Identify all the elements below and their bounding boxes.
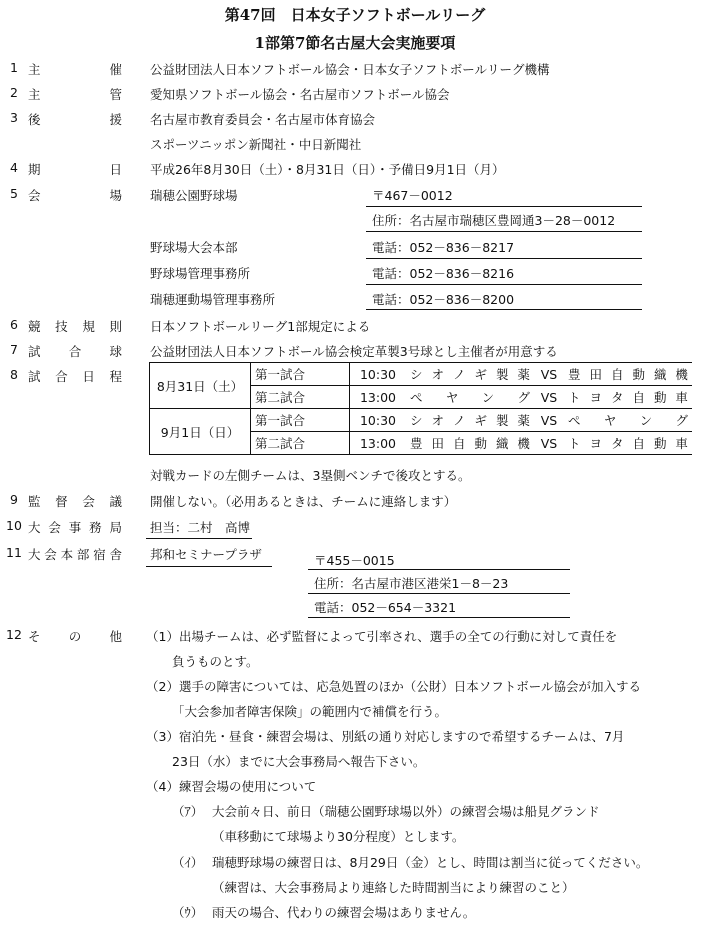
- vs-cell: VS: [534, 363, 564, 386]
- item-label: 期 日: [28, 162, 122, 177]
- schedule-note: 対戦カードの左側チームは、3塁側ベンチで後攻とする。: [150, 468, 471, 483]
- item-number: 6: [10, 317, 18, 332]
- divider: [308, 617, 570, 618]
- time-cell: 10:30: [350, 409, 407, 432]
- home-team: ぺ ヤ ン グ: [406, 386, 534, 409]
- away-team: ぺ ヤ ン グ: [564, 409, 692, 432]
- item-text: 平成26年8月30日（土）・8月31日（日）・予備日9月1日（月）: [150, 162, 505, 177]
- game-cell: 第一試合: [251, 363, 350, 386]
- game-cell: 第二試合: [251, 432, 350, 455]
- hotel-address: 住所：名古屋市港区港栄1－8－23: [314, 576, 509, 591]
- hotel-name: 邦和セミナープラザ: [150, 547, 262, 562]
- item-number: 8: [10, 367, 18, 382]
- time-cell: 13:00: [350, 386, 407, 409]
- table-row: [150, 363, 693, 386]
- note-1: （1）出場チームは、必ず監督によって引率され、選手の全ての行動に対して責任を: [146, 629, 618, 644]
- item-label: 大 会 本 部 宿 舎: [28, 547, 122, 562]
- home-team: シ オ ノ ギ 製 薬: [406, 363, 534, 386]
- subnote-c-mark: （ｳ）: [172, 905, 204, 920]
- subnote-a-cont: （車移動にて球場より30分程度）とします。: [212, 829, 465, 844]
- item-text: 開催しない。（必用あるときは、チームに連絡します）: [150, 494, 457, 509]
- item-number: 1: [10, 60, 18, 75]
- vs-cell: VS: [534, 409, 564, 432]
- divider: [366, 231, 642, 232]
- item-label: 後 援: [28, 112, 122, 127]
- note-2: （2）選手の障害については、応急処置のほか（公財）日本ソフトボール協会が加入する: [146, 679, 641, 694]
- venue-postal: 〒467－0012: [372, 188, 453, 203]
- document-subtitle: 1部第7節名古屋大会実施要項: [254, 34, 456, 52]
- vs-cell: VS: [534, 386, 564, 409]
- venue-name: 瑞穂公園野球場: [150, 188, 238, 203]
- schedule-table: [149, 362, 692, 455]
- item-label: 試 合 日 程: [28, 369, 122, 384]
- game-cell: 第一試合: [251, 409, 350, 432]
- subnote-b: 瑞穂野球場の練習日は、8月29日（金）とし、時間は割当に従ってください。: [212, 855, 649, 870]
- divider: [308, 569, 570, 570]
- venue-office-tel: 電話：052－836－8216: [372, 266, 515, 281]
- hotel-postal: 〒455－0015: [314, 553, 395, 568]
- item-label: 試 合 球: [28, 344, 122, 359]
- item-text: 愛知県ソフトボール協会・名古屋市ソフトボール協会: [150, 87, 450, 102]
- item-number: 2: [10, 85, 18, 100]
- divider: [366, 309, 642, 310]
- subnote-a-mark: （ｱ）: [172, 804, 204, 819]
- subnote-b-mark: （ｲ）: [172, 855, 204, 870]
- item-number: 12: [6, 627, 22, 642]
- divider: [366, 206, 642, 207]
- subnote-a: 大会前々日、前日（瑞穂公園野球場以外）の練習会場は船見グランド: [212, 804, 600, 819]
- away-team: 豊 田 自 動 織 機: [564, 363, 692, 386]
- away-team: ト ヨ タ 自 動 車: [564, 386, 692, 409]
- item-label: 主 催: [28, 62, 122, 77]
- note-3: （3）宿泊先・昼食・練習会場は、別紙の通り対応しますので希望するチームは、7月: [146, 729, 625, 744]
- home-team: シ オ ノ ギ 製 薬: [406, 409, 534, 432]
- item-label: 監 督 会 議: [28, 494, 122, 509]
- venue-office: 野球場管理事務所: [150, 266, 251, 281]
- subnote-b-cont: （練習は、大会事務局より連絡した時間割当により練習のこと）: [212, 880, 575, 895]
- note-2-cont: 「大会参加者障害保険」の範囲内で補償を行う。: [172, 704, 448, 719]
- date-cell: 8月31日（土）: [150, 363, 251, 409]
- item-text: 公益財団法人日本ソフトボール協会・日本女子ソフトボールリーグ機構: [150, 62, 550, 77]
- item-number: 7: [10, 342, 18, 357]
- venue-address: 住所：名古屋市瑞穂区豊岡通3－28－0012: [372, 213, 616, 228]
- divider: [308, 593, 570, 594]
- note-3-cont: 23日（水）までに大会事務局へ報告下さい。: [172, 754, 426, 769]
- game-cell: 第二試合: [251, 386, 350, 409]
- hotel-tel: 電話：052－654－3321: [314, 600, 457, 615]
- item-label: 主 管: [28, 87, 122, 102]
- item-number: 5: [10, 186, 18, 201]
- item-text: 担当：二村 高博: [150, 520, 251, 535]
- item-label: 競 技 規 則: [28, 319, 122, 334]
- venue-sports: 瑞穂運動場管理事務所: [150, 292, 276, 307]
- venue-hq-tel: 電話：052－836－8217: [372, 240, 515, 255]
- venue-sports-tel: 電話：052－836－8200: [372, 292, 515, 307]
- item-number: 9: [10, 492, 18, 507]
- item-number: 3: [10, 110, 18, 125]
- item-text: 公益財団法人日本ソフトボール協会検定革製3号球とし主催者が用意する: [150, 344, 558, 359]
- subnote-c: 雨天の場合、代わりの練習会場はありません。: [212, 905, 476, 920]
- divider: [366, 284, 642, 285]
- away-team: ト ヨ タ 自 動 車: [564, 432, 692, 455]
- item-label: 大 会 事 務 局: [28, 520, 122, 535]
- home-team: 豊 田 自 動 織 機: [406, 432, 534, 455]
- item-label: 会 場: [28, 188, 122, 203]
- item-label: そ の 他: [28, 629, 122, 644]
- item-text-continued: スポーツニッポン新聞社・中日新聞社: [150, 137, 362, 152]
- item-text: 名古屋市教育委員会・名古屋市体育協会: [150, 112, 376, 127]
- vs-cell: VS: [534, 432, 564, 455]
- item-number: 10: [6, 518, 22, 533]
- note-4: （4）練習会場の使用について: [146, 779, 317, 794]
- item-text: 日本ソフトボールリーグ1部規定による: [150, 319, 371, 334]
- item-number: 11: [6, 545, 22, 560]
- divider: [366, 258, 642, 259]
- divider: [146, 566, 272, 567]
- note-1-cont: 負うものとす。: [172, 654, 259, 669]
- venue-hq: 野球場大会本部: [150, 240, 238, 255]
- document-title: 第47回 日本女子ソフトボールリーグ: [224, 6, 486, 24]
- divider: [146, 538, 252, 539]
- item-number: 4: [10, 160, 18, 175]
- table-row: [150, 409, 693, 432]
- time-cell: 13:00: [350, 432, 407, 455]
- date-cell: 9月1日（日）: [150, 409, 251, 455]
- time-cell: 10:30: [350, 363, 407, 386]
